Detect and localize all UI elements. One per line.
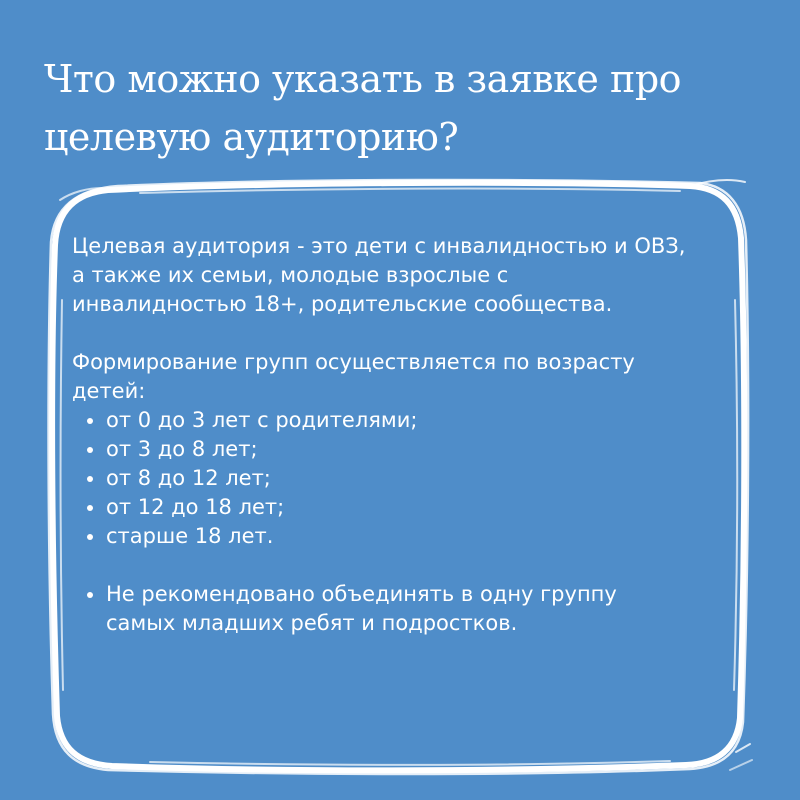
list-item: старше 18 лет. xyxy=(86,522,742,551)
intro-paragraph xyxy=(72,232,742,319)
spacer xyxy=(72,319,742,348)
intro-line: Целевая аудитория - это дети с инвалидностью и ОВЗ, xyxy=(72,234,686,258)
title-line-2: целевую аудиторию? xyxy=(44,115,459,159)
groups-lead-line: Формирование групп осуществляется по возрасту xyxy=(72,350,635,374)
recommendation-note xyxy=(72,580,742,638)
groups-lead xyxy=(72,348,742,406)
title-line-1: Что можно указать в заявке про xyxy=(44,57,682,101)
list-item: от 3 до 8 лет; xyxy=(86,435,742,464)
bullet-icon xyxy=(87,592,93,598)
spacer xyxy=(72,551,742,580)
list-item: от 0 до 3 лет с родителями; xyxy=(86,406,742,435)
content-block xyxy=(72,232,742,638)
list-item: от 8 до 12 лет; xyxy=(86,464,742,493)
recommendation-line: Не рекомендовано объединять в одну группу xyxy=(106,582,617,606)
age-groups-list xyxy=(72,406,742,551)
intro-line: а также их семьи, молодые взрослые с xyxy=(72,263,509,287)
recommendation-line: самых младших ребят и подростков. xyxy=(106,611,518,635)
groups-lead-line: детей: xyxy=(72,379,146,403)
list-item: от 12 до 18 лет; xyxy=(86,493,742,522)
intro-line: инвалидностью 18+, родительские сообщества. xyxy=(72,292,613,316)
page-title xyxy=(44,50,744,166)
